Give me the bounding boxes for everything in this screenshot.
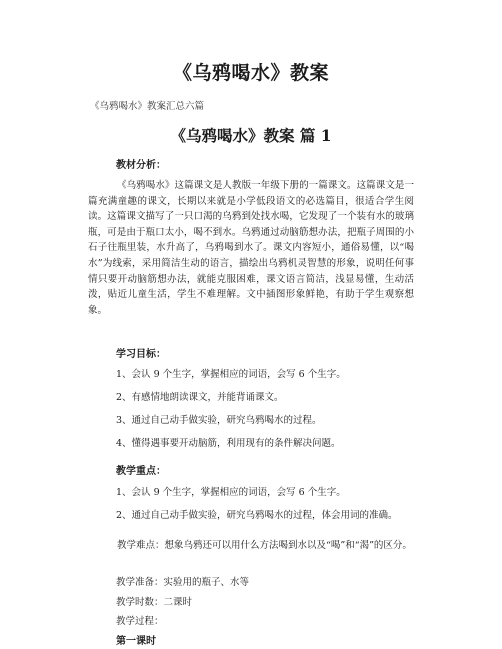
preparation-line: 教学准备：实验用的瓶子、水等 [116, 577, 250, 588]
key-points-heading: 教学重点： [116, 466, 166, 477]
analysis-heading: 教材分析： [116, 160, 166, 171]
document-subtitle: 《乌鸦喝水》教案汇总六篇 [90, 101, 205, 112]
goal-item: 3、通过自己动手做实验，研究乌鸦喝水的过程。 [116, 415, 322, 426]
difficulty-paragraph: 教学难点：想象乌鸦还可以用什么方法喝到水以及“喝”和“渴”的区分。 [117, 540, 412, 551]
document-title: 《乌鸦喝水》教案 [172, 62, 329, 84]
goal-item: 1、会认 9 个生字，掌握相应的词语，会写 6 个生字。 [116, 369, 346, 380]
goal-item: 2、有感情地朗读课文，并能背诵课文。 [116, 392, 284, 403]
goal-item: 4、懂得遇事要开动脑筋，利用现有的条件解决问题。 [116, 438, 341, 449]
section-title: 《乌鸦喝水》教案 篇 1 [170, 126, 332, 145]
key-point-item: 1、会认 9 个生字，掌握相应的词语，会写 6 个生字。 [116, 487, 346, 498]
analysis-paragraph: 《乌鸦喝水》这篇课文是人教版一年级下册的一篇课文。这篇课文是一篇充满童趣的课文，长期以来就是小学低段语文的必选篇目，很适合学生阅读。这篇课文描写了一只口渴的乌鸦到处找水喝，它发现了一个装有水的玻璃瓶，可是由于瓶口太小，喝不到水。乌鸦通过动脑筋想办法，把瓶子周围的小石子往瓶里装，水升高了，乌鸦喝到水了。课文内容短小，通俗易懂，以“喝水”为线索，采用简洁生动的语言，描绘出乌鸦机灵智慧的形象，说明任何事情只要开动脑筋想办法，就能克服困难，课文语言简洁，浅显易懂，生动活泼，贴近儿童生活，学生不难理解。文中插图形象鲜艳，有助于学生观察想象。 [88, 180, 414, 316]
first-lesson-heading: 第一课时 [116, 636, 156, 647]
hours-line: 教学时数：二课时 [116, 597, 193, 608]
key-point-item: 2、通过自己动手做实验，研究乌鸦喝水的过程，体会用词的准确。 [116, 510, 398, 521]
goals-heading: 学习目标： [116, 349, 166, 360]
process-line: 教学过程： [116, 616, 164, 627]
